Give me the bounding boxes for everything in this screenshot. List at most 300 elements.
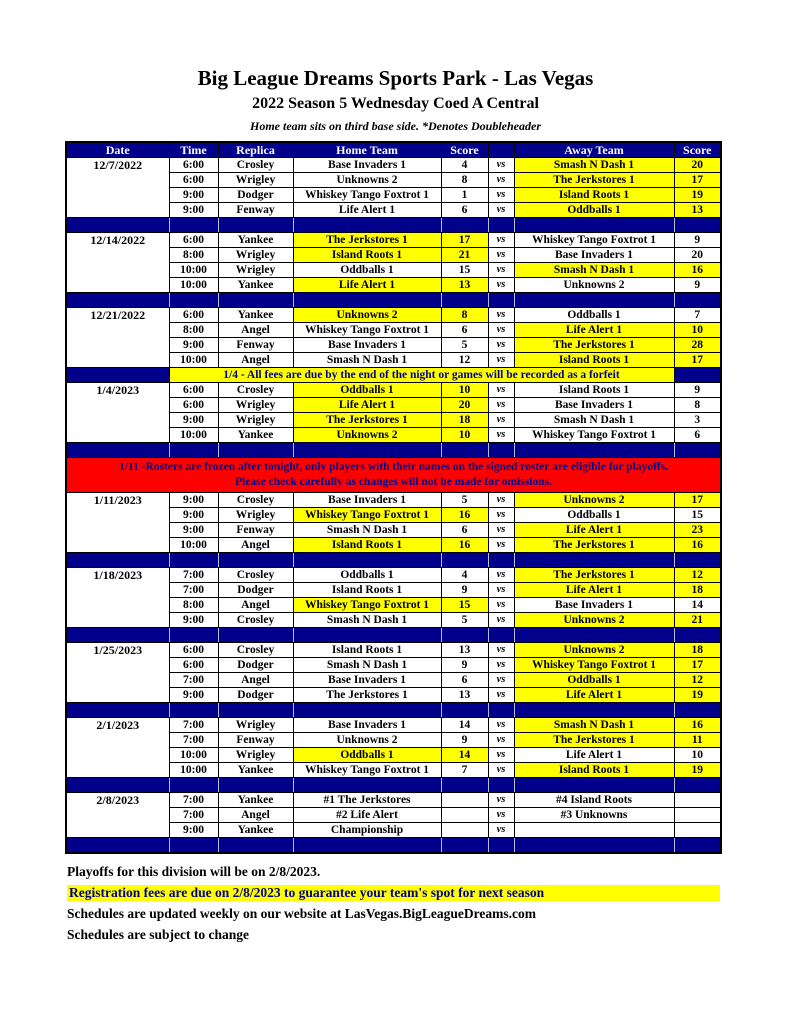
time-cell: 7:00 xyxy=(169,793,218,808)
home-score-cell: 18 xyxy=(441,413,488,428)
time-cell: 9:00 xyxy=(169,203,218,218)
separator-cell xyxy=(218,553,293,568)
time-cell: 6:00 xyxy=(169,308,218,323)
separator-cell xyxy=(441,838,488,853)
time-cell: 9:00 xyxy=(169,338,218,353)
game-row xyxy=(66,383,721,398)
playoffs-note: Playoffs for this division will be on 2/8/2023. xyxy=(67,863,321,879)
schedule-table xyxy=(65,141,722,854)
away-score-cell: 11 xyxy=(674,733,721,748)
game-row xyxy=(66,643,721,658)
time-cell: 6:00 xyxy=(169,158,218,173)
vs-label: vs xyxy=(488,508,514,523)
away-team-cell: Oddballs 1 xyxy=(514,673,674,688)
home-team-cell: Oddballs 1 xyxy=(293,568,441,583)
vs-label: vs xyxy=(488,598,514,613)
separator-cell xyxy=(514,778,674,793)
game-row xyxy=(66,718,721,733)
home-team-cell: Smash N Dash 1 xyxy=(293,523,441,538)
col-header-vs xyxy=(488,142,514,158)
home-team-cell: Smash N Dash 1 xyxy=(293,658,441,673)
home-score-cell: 6 xyxy=(441,523,488,538)
away-score-cell: 17 xyxy=(674,658,721,673)
replica-cell: Angel xyxy=(218,673,293,688)
separator-cell xyxy=(514,443,674,458)
home-score-cell: 21 xyxy=(441,248,488,263)
separator-cell xyxy=(488,293,514,308)
replica-cell: Wrigley xyxy=(218,508,293,523)
vs-label: vs xyxy=(488,383,514,398)
away-score-cell: 20 xyxy=(674,158,721,173)
time-cell: 9:00 xyxy=(169,508,218,523)
separator-cell xyxy=(293,778,441,793)
home-team-cell: Smash N Dash 1 xyxy=(293,613,441,628)
time-cell: 7:00 xyxy=(169,583,218,598)
replica-cell: Crosley xyxy=(218,158,293,173)
replica-cell: Fenway xyxy=(218,733,293,748)
separator-cell xyxy=(441,628,488,643)
vs-label: vs xyxy=(488,188,514,203)
home-team-cell: Life Alert 1 xyxy=(293,398,441,413)
separator-cell xyxy=(488,218,514,233)
home-team-cell: Base Invaders 1 xyxy=(293,718,441,733)
separator-cell xyxy=(66,778,169,793)
away-score-cell: 13 xyxy=(674,203,721,218)
vs-label: vs xyxy=(488,428,514,443)
separator-cell xyxy=(293,218,441,233)
home-team-cell: Unknowns 2 xyxy=(293,428,441,443)
home-team-cell: Oddballs 1 xyxy=(293,263,441,278)
home-team-cell: Unknowns 2 xyxy=(293,173,441,188)
away-score-cell: 16 xyxy=(674,718,721,733)
playoff-row xyxy=(66,793,721,808)
separator-cell xyxy=(169,778,218,793)
vs-label: vs xyxy=(488,173,514,188)
replica-cell: Fenway xyxy=(218,203,293,218)
replica-cell: Crosley xyxy=(218,613,293,628)
separator-cell xyxy=(514,293,674,308)
away-team-cell: Whiskey Tango Foxtrot 1 xyxy=(514,233,674,248)
replica-cell: Crosley xyxy=(218,568,293,583)
away-score-cell: 7 xyxy=(674,308,721,323)
notice-cap xyxy=(66,368,169,383)
game-row xyxy=(66,568,721,583)
home-team-cell: Island Roots 1 xyxy=(293,248,441,263)
home-team-note: Home team sits on third base side. *Denotes Doubleheader xyxy=(250,119,541,133)
separator-cell xyxy=(488,443,514,458)
away-team-cell: The Jerkstores 1 xyxy=(514,568,674,583)
col-header-home-score: Score xyxy=(441,142,488,158)
separator-cell xyxy=(293,553,441,568)
time-cell: 10:00 xyxy=(169,763,218,778)
fees-notice-text: 1/4 - All fees are due by the end of the night or games will be recorded as a forfeit xyxy=(169,368,674,383)
away-team-cell: The Jerkstores 1 xyxy=(514,338,674,353)
vs-label: vs xyxy=(488,338,514,353)
away-team-cell: Oddballs 1 xyxy=(514,203,674,218)
time-cell: 9:00 xyxy=(169,188,218,203)
away-score-cell: 20 xyxy=(674,248,721,263)
separator-row xyxy=(66,703,721,718)
separator-cell xyxy=(674,218,721,233)
time-cell: 10:00 xyxy=(169,748,218,763)
home-team-cell: Whiskey Tango Foxtrot 1 xyxy=(293,188,441,203)
rosters-notice-row xyxy=(66,458,721,493)
separator-cell xyxy=(218,703,293,718)
separator-cell xyxy=(218,293,293,308)
home-score-cell: 8 xyxy=(441,308,488,323)
home-score-cell: 5 xyxy=(441,613,488,628)
home-score-cell: 10 xyxy=(441,383,488,398)
home-score-cell: 17 xyxy=(441,233,488,248)
separator-row xyxy=(66,218,721,233)
home-score-cell: 4 xyxy=(441,568,488,583)
away-score-cell: 17 xyxy=(674,173,721,188)
replica-cell: Yankee xyxy=(218,278,293,293)
away-team-cell: Life Alert 1 xyxy=(514,583,674,598)
separator-cell xyxy=(169,293,218,308)
home-team-cell: Whiskey Tango Foxtrot 1 xyxy=(293,598,441,613)
separator-cell xyxy=(218,778,293,793)
fees-notice-row xyxy=(66,368,721,383)
time-cell: 7:00 xyxy=(169,673,218,688)
time-cell: 7:00 xyxy=(169,718,218,733)
replica-cell: Angel xyxy=(218,598,293,613)
away-team-cell: Smash N Dash 1 xyxy=(514,263,674,278)
separator-cell xyxy=(514,703,674,718)
away-team-cell: Island Roots 1 xyxy=(514,383,674,398)
replica-cell: Wrigley xyxy=(218,718,293,733)
home-score-cell: 6 xyxy=(441,673,488,688)
home-team-cell: Whiskey Tango Foxtrot 1 xyxy=(293,763,441,778)
date-cell: 1/25/2023 xyxy=(66,643,169,703)
vs-label: vs xyxy=(488,673,514,688)
vs-label: vs xyxy=(488,538,514,553)
replica-cell: Wrigley xyxy=(218,413,293,428)
game-row xyxy=(66,493,721,508)
vs-label: vs xyxy=(488,248,514,263)
separator-cell xyxy=(169,703,218,718)
replica-cell: Wrigley xyxy=(218,173,293,188)
home-score-cell xyxy=(441,808,488,823)
subject-to-change-note: Schedules are subject to change xyxy=(67,926,249,942)
away-team-cell: Unknowns 2 xyxy=(514,613,674,628)
home-score-cell: 13 xyxy=(441,688,488,703)
home-team-cell: Unknowns 2 xyxy=(293,308,441,323)
away-score-cell xyxy=(674,823,721,838)
time-cell: 6:00 xyxy=(169,233,218,248)
separator-cell xyxy=(169,218,218,233)
vs-label: vs xyxy=(488,793,514,808)
home-team-cell: Base Invaders 1 xyxy=(293,493,441,508)
col-header-date: Date xyxy=(66,142,169,158)
replica-cell: Yankee xyxy=(218,308,293,323)
away-score-cell: 28 xyxy=(674,338,721,353)
home-score-cell xyxy=(441,823,488,838)
home-score-cell: 5 xyxy=(441,338,488,353)
away-score-cell: 3 xyxy=(674,413,721,428)
separator-cell xyxy=(441,443,488,458)
replica-cell: Angel xyxy=(218,808,293,823)
away-team-cell: Island Roots 1 xyxy=(514,763,674,778)
rosters-notice-line2: Please check carefully as changes will not be made for omissions. xyxy=(235,476,552,488)
home-score-cell: 9 xyxy=(441,583,488,598)
home-team-cell: Base Invaders 1 xyxy=(293,338,441,353)
away-team-cell: Smash N Dash 1 xyxy=(514,413,674,428)
separator-cell xyxy=(674,703,721,718)
away-team-cell: The Jerkstores 1 xyxy=(514,733,674,748)
away-score-cell: 12 xyxy=(674,568,721,583)
away-team-cell: #4 Island Roots xyxy=(514,793,674,808)
away-score-cell: 16 xyxy=(674,538,721,553)
separator-cell xyxy=(66,293,169,308)
date-cell: 2/8/2023 xyxy=(66,793,169,838)
home-team-cell: #2 Life Alert xyxy=(293,808,441,823)
home-score-cell: 20 xyxy=(441,398,488,413)
away-score-cell: 9 xyxy=(674,233,721,248)
home-team-cell: Oddballs 1 xyxy=(293,748,441,763)
home-team-cell: Base Invaders 1 xyxy=(293,673,441,688)
replica-cell: Wrigley xyxy=(218,263,293,278)
home-score-cell: 13 xyxy=(441,643,488,658)
game-row xyxy=(66,233,721,248)
vs-label: vs xyxy=(488,658,514,673)
home-score-cell: 15 xyxy=(441,598,488,613)
vs-label: vs xyxy=(488,493,514,508)
col-header-time: Time xyxy=(169,142,218,158)
replica-cell: Dodger xyxy=(218,188,293,203)
separator-cell xyxy=(488,628,514,643)
home-score-cell: 7 xyxy=(441,763,488,778)
header-row xyxy=(66,142,721,158)
col-header-away-team: Away Team xyxy=(514,142,674,158)
home-team-cell: Whiskey Tango Foxtrot 1 xyxy=(293,508,441,523)
away-team-cell xyxy=(514,823,674,838)
away-score-cell: 18 xyxy=(674,643,721,658)
replica-cell: Dodger xyxy=(218,688,293,703)
away-team-cell: Life Alert 1 xyxy=(514,688,674,703)
home-score-cell: 15 xyxy=(441,263,488,278)
away-team-cell: Unknowns 2 xyxy=(514,493,674,508)
away-team-cell: #3 Unknowns xyxy=(514,808,674,823)
home-score-cell: 14 xyxy=(441,718,488,733)
home-score-cell: 16 xyxy=(441,538,488,553)
home-score-cell: 10 xyxy=(441,428,488,443)
vs-label: vs xyxy=(488,613,514,628)
time-cell: 7:00 xyxy=(169,733,218,748)
vs-label: vs xyxy=(488,263,514,278)
vs-label: vs xyxy=(488,823,514,838)
vs-label: vs xyxy=(488,278,514,293)
time-cell: 10:00 xyxy=(169,428,218,443)
away-team-cell: Oddballs 1 xyxy=(514,508,674,523)
replica-cell: Yankee xyxy=(218,428,293,443)
separator-cell xyxy=(66,218,169,233)
away-score-cell: 9 xyxy=(674,278,721,293)
away-score-cell xyxy=(674,793,721,808)
separator-row xyxy=(66,628,721,643)
away-team-cell: Whiskey Tango Foxtrot 1 xyxy=(514,658,674,673)
vs-label: vs xyxy=(488,808,514,823)
separator-cell xyxy=(441,293,488,308)
separator-cell xyxy=(674,838,721,853)
replica-cell: Crosley xyxy=(218,383,293,398)
footer-notes xyxy=(67,864,791,943)
away-team-cell: Whiskey Tango Foxtrot 1 xyxy=(514,428,674,443)
time-cell: 10:00 xyxy=(169,278,218,293)
separator-cell xyxy=(218,628,293,643)
away-score-cell: 17 xyxy=(674,353,721,368)
separator-cell xyxy=(514,838,674,853)
vs-label: vs xyxy=(488,233,514,248)
separator-cell xyxy=(293,838,441,853)
vs-label: vs xyxy=(488,688,514,703)
time-cell: 6:00 xyxy=(169,658,218,673)
separator-cell xyxy=(674,293,721,308)
replica-cell: Wrigley xyxy=(218,248,293,263)
separator-cell xyxy=(514,553,674,568)
vs-label: vs xyxy=(488,323,514,338)
away-team-cell: Unknowns 2 xyxy=(514,278,674,293)
separator-cell xyxy=(674,778,721,793)
separator-cell xyxy=(293,443,441,458)
away-team-cell: Island Roots 1 xyxy=(514,353,674,368)
time-cell: 8:00 xyxy=(169,248,218,263)
time-cell: 8:00 xyxy=(169,598,218,613)
vs-label: vs xyxy=(488,203,514,218)
time-cell: 10:00 xyxy=(169,538,218,553)
home-team-cell: Unknowns 2 xyxy=(293,733,441,748)
separator-cell xyxy=(488,553,514,568)
away-score-cell: 9 xyxy=(674,383,721,398)
time-cell: 7:00 xyxy=(169,568,218,583)
home-score-cell: 1 xyxy=(441,188,488,203)
home-team-cell: The Jerkstores 1 xyxy=(293,413,441,428)
away-score-cell: 6 xyxy=(674,428,721,443)
separator-cell xyxy=(66,703,169,718)
replica-cell: Angel xyxy=(218,323,293,338)
separator-cell xyxy=(66,553,169,568)
col-header-home-team: Home Team xyxy=(293,142,441,158)
time-cell: 6:00 xyxy=(169,643,218,658)
home-team-cell: Oddballs 1 xyxy=(293,383,441,398)
time-cell: 10:00 xyxy=(169,353,218,368)
home-team-cell: The Jerkstores 1 xyxy=(293,688,441,703)
home-score-cell: 4 xyxy=(441,158,488,173)
date-cell: 12/14/2022 xyxy=(66,233,169,293)
replica-cell: Angel xyxy=(218,353,293,368)
home-score-cell: 12 xyxy=(441,353,488,368)
col-header-replica: Replica xyxy=(218,142,293,158)
replica-cell: Yankee xyxy=(218,233,293,248)
separator-cell xyxy=(218,838,293,853)
separator-cell xyxy=(293,293,441,308)
replica-cell: Wrigley xyxy=(218,398,293,413)
separator-cell xyxy=(441,703,488,718)
date-cell: 1/4/2023 xyxy=(66,383,169,443)
vs-label: vs xyxy=(488,353,514,368)
away-score-cell: 19 xyxy=(674,688,721,703)
time-cell: 8:00 xyxy=(169,323,218,338)
time-cell: 9:00 xyxy=(169,613,218,628)
separator-cell xyxy=(514,218,674,233)
replica-cell: Yankee xyxy=(218,793,293,808)
separator-row xyxy=(66,293,721,308)
away-score-cell: 19 xyxy=(674,763,721,778)
game-row xyxy=(66,158,721,173)
date-cell: 12/21/2022 xyxy=(66,308,169,368)
home-score-cell: 16 xyxy=(441,508,488,523)
away-score-cell: 18 xyxy=(674,583,721,598)
separator-cell xyxy=(169,628,218,643)
separator-cell xyxy=(66,838,169,853)
date-cell: 12/7/2022 xyxy=(66,158,169,218)
vs-label: vs xyxy=(488,158,514,173)
time-cell: 9:00 xyxy=(169,493,218,508)
replica-cell: Fenway xyxy=(218,523,293,538)
separator-cell xyxy=(488,778,514,793)
separator-row xyxy=(66,838,721,853)
vs-label: vs xyxy=(488,583,514,598)
vs-label: vs xyxy=(488,643,514,658)
replica-cell: Dodger xyxy=(218,583,293,598)
home-team-cell: Island Roots 1 xyxy=(293,643,441,658)
home-score-cell xyxy=(441,793,488,808)
col-header-away-score: Score xyxy=(674,142,721,158)
date-cell: 1/11/2023 xyxy=(66,493,169,553)
replica-cell: Yankee xyxy=(218,763,293,778)
home-score-cell: 6 xyxy=(441,323,488,338)
separator-cell xyxy=(169,553,218,568)
away-team-cell: Life Alert 1 xyxy=(514,748,674,763)
home-team-cell: Life Alert 1 xyxy=(293,203,441,218)
vs-label: vs xyxy=(488,763,514,778)
home-team-cell: Island Roots 1 xyxy=(293,538,441,553)
away-team-cell: The Jerkstores 1 xyxy=(514,538,674,553)
away-team-cell: The Jerkstores 1 xyxy=(514,173,674,188)
separator-row xyxy=(66,778,721,793)
vs-label: vs xyxy=(488,398,514,413)
away-score-cell: 10 xyxy=(674,748,721,763)
separator-cell xyxy=(514,628,674,643)
page-subtitle: 2022 Season 5 Wednesday Coed A Central xyxy=(252,95,539,112)
separator-cell xyxy=(674,553,721,568)
away-team-cell: Smash N Dash 1 xyxy=(514,718,674,733)
separator-cell xyxy=(488,838,514,853)
time-cell: 9:00 xyxy=(169,523,218,538)
separator-cell xyxy=(674,443,721,458)
home-score-cell: 9 xyxy=(441,733,488,748)
separator-cell xyxy=(293,703,441,718)
vs-label: vs xyxy=(488,568,514,583)
away-team-cell: Life Alert 1 xyxy=(514,323,674,338)
time-cell: 6:00 xyxy=(169,173,218,188)
separator-cell xyxy=(441,553,488,568)
replica-cell: Yankee xyxy=(218,823,293,838)
website-note: Schedules are updated weekly on our website at LasVegas.BigLeagueDreams.com xyxy=(67,905,537,921)
game-row xyxy=(66,308,721,323)
separator-cell xyxy=(293,628,441,643)
separator-cell xyxy=(488,703,514,718)
home-score-cell: 5 xyxy=(441,493,488,508)
time-cell: 6:00 xyxy=(169,398,218,413)
home-team-cell: Life Alert 1 xyxy=(293,278,441,293)
away-score-cell: 14 xyxy=(674,598,721,613)
vs-label: vs xyxy=(488,523,514,538)
separator-cell xyxy=(169,838,218,853)
home-score-cell: 13 xyxy=(441,278,488,293)
away-team-cell: Base Invaders 1 xyxy=(514,598,674,613)
separator-cell xyxy=(441,778,488,793)
